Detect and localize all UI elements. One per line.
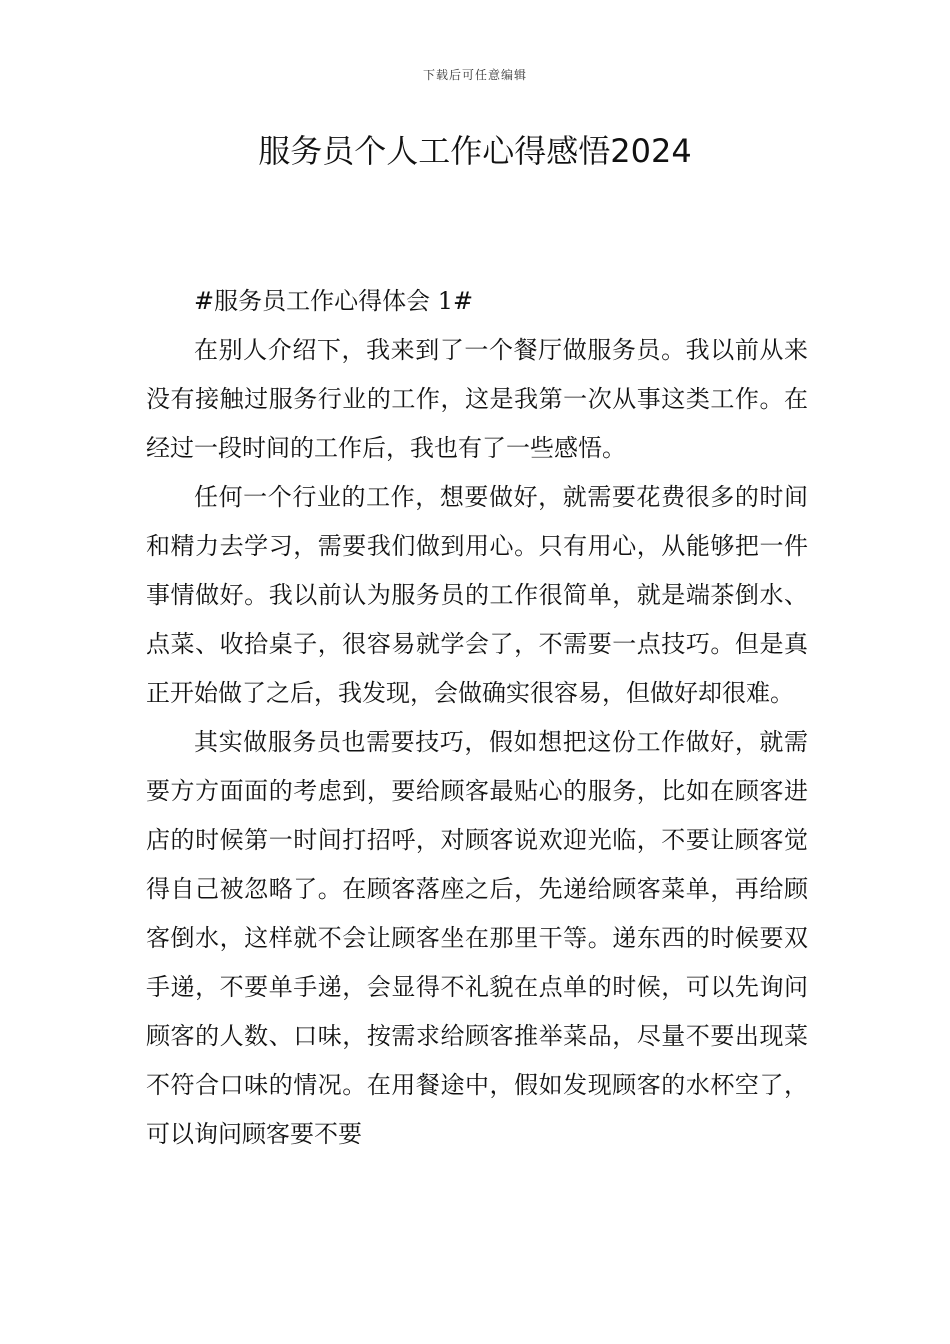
paragraph: 其实做服务员也需要技巧，假如想把这份工作做好，就需要方方面面的考虑到，要给顾客最贴心的服务，比如在顾客进店的时候第一时间打招呼，对顾客说欢迎光临，不要让顾客觉得自己被忽略了。在顾客落座之后，先递给顾客菜单，再给顾客倒水，这样就不会让顾客坐在那里干等。递东西的时候要双手递，不要单手递，会显得不礼貌在点单的时候，可以先询问顾客的人数、口味，按需求给顾客推举菜品，尽量不要出现菜不符合口味的情况。在用餐途中，假如发现顾客的水杯空了，可以询问顾客要不要 [146,728,808,1148]
header-note: 下载后可任意编辑 [422,68,527,82]
document-body [146,277,808,1159]
section-heading: #服务员工作心得体会 1# [194,287,474,315]
paragraph: 在别人介绍下，我来到了一个餐厅做服务员。我以前从来没有接触过服务行业的工作，这是我第一次从事这类工作。在经过一段时间的工作后，我也有了一些感悟。 [146,336,808,462]
document-title: 服务员个人工作心得感悟2024 [258,132,692,170]
paragraph: 任何一个行业的工作，想要做好，就需要花费很多的时间和精力去学习，需要我们做到用心。只有用心，从能够把一件事情做好。我以前认为服务员的工作很简单，就是端茶倒水、点菜、收拾桌子，很容易就学会了，不需要一点技巧。但是真正开始做了之后，我发现，会做确实很容易，但做好却很难。 [146,483,808,707]
